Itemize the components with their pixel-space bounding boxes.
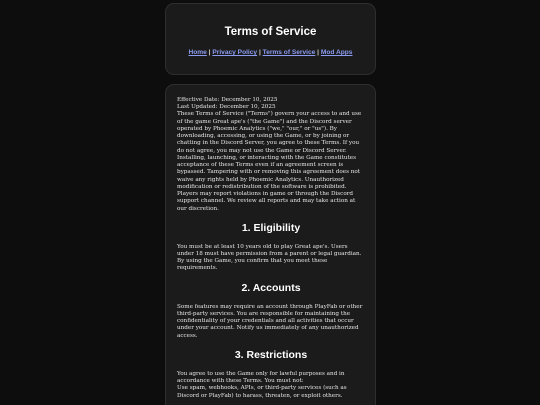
nav-separator: |	[208, 49, 211, 56]
last-updated: Last Updated: December 10, 2025	[177, 104, 276, 111]
effective-date: Effective Date: December 10, 2025	[177, 97, 278, 103]
section-heading-restrictions: 3. Restrictions	[234, 348, 308, 361]
intro-paragraph: Players may report violations in game or through the Discord support channel. We review all reports and may take action at our discretion.	[177, 191, 356, 212]
nav-links	[166, 49, 375, 56]
nav-separator: |	[258, 49, 261, 56]
intro-paragraph: These Terms of Service ("Terms") govern your access to and use of the game Great ape's ("the Game") and the Discord server operated by Phoemic Analytics ("we," "our," or "us"). By downloading, accessing, or using the Game, or by joining or chatting in the Discord Server, you agree to these Terms. If you do not agree, you may not use the Game or Discord Server.	[177, 111, 362, 154]
restrictions-list-item: Use spam, webhooks, APIs, or third-party services (such as Discord or PlayFab) to harass, threaten, or exploit others.	[177, 385, 347, 399]
section-heading-accounts: 2. Accounts	[241, 281, 301, 294]
restrictions-paragraph: You agree to use the Game only for lawful purposes and in accordance with these Terms. You must not:	[177, 370, 345, 385]
page-title: Terms of Service	[224, 26, 317, 38]
nav-separator: |	[317, 49, 320, 56]
terms-content-card[interactable]	[165, 84, 376, 405]
nav-link-mod-apps[interactable]: Mod Apps	[320, 49, 353, 56]
header-card	[165, 3, 376, 75]
intro-paragraph: Installing, launching, or interacting with the Game constitutes acceptance of these Terms even if an agreement screen is bypassed. Tampering with or removing this agreement does not waive any rights held by Phoemic Analytics. Unauthorized modification or redistribution of the software is prohibited.	[177, 154, 361, 190]
nav-link-terms-of-service[interactable]: Terms of Service	[262, 49, 316, 56]
nav-link-home[interactable]: Home	[188, 49, 207, 56]
nav-link-privacy-policy[interactable]: Privacy Policy	[212, 49, 258, 56]
eligibility-paragraph: You must be at least 10 years old to play Great ape's. Users under 18 must have permission from a parent or legal guardian. By using the Game, you confirm that you meet these requirements.	[177, 243, 362, 272]
accounts-paragraph: Some features may require an account through PlayFab or other third-party services. You are responsible for maintaining the confidentiality of your credentials and all activities that occur under your account. Notify us immediately of any unauthorized access.	[177, 303, 363, 339]
section-heading-eligibility: 1. Eligibility	[241, 221, 301, 234]
